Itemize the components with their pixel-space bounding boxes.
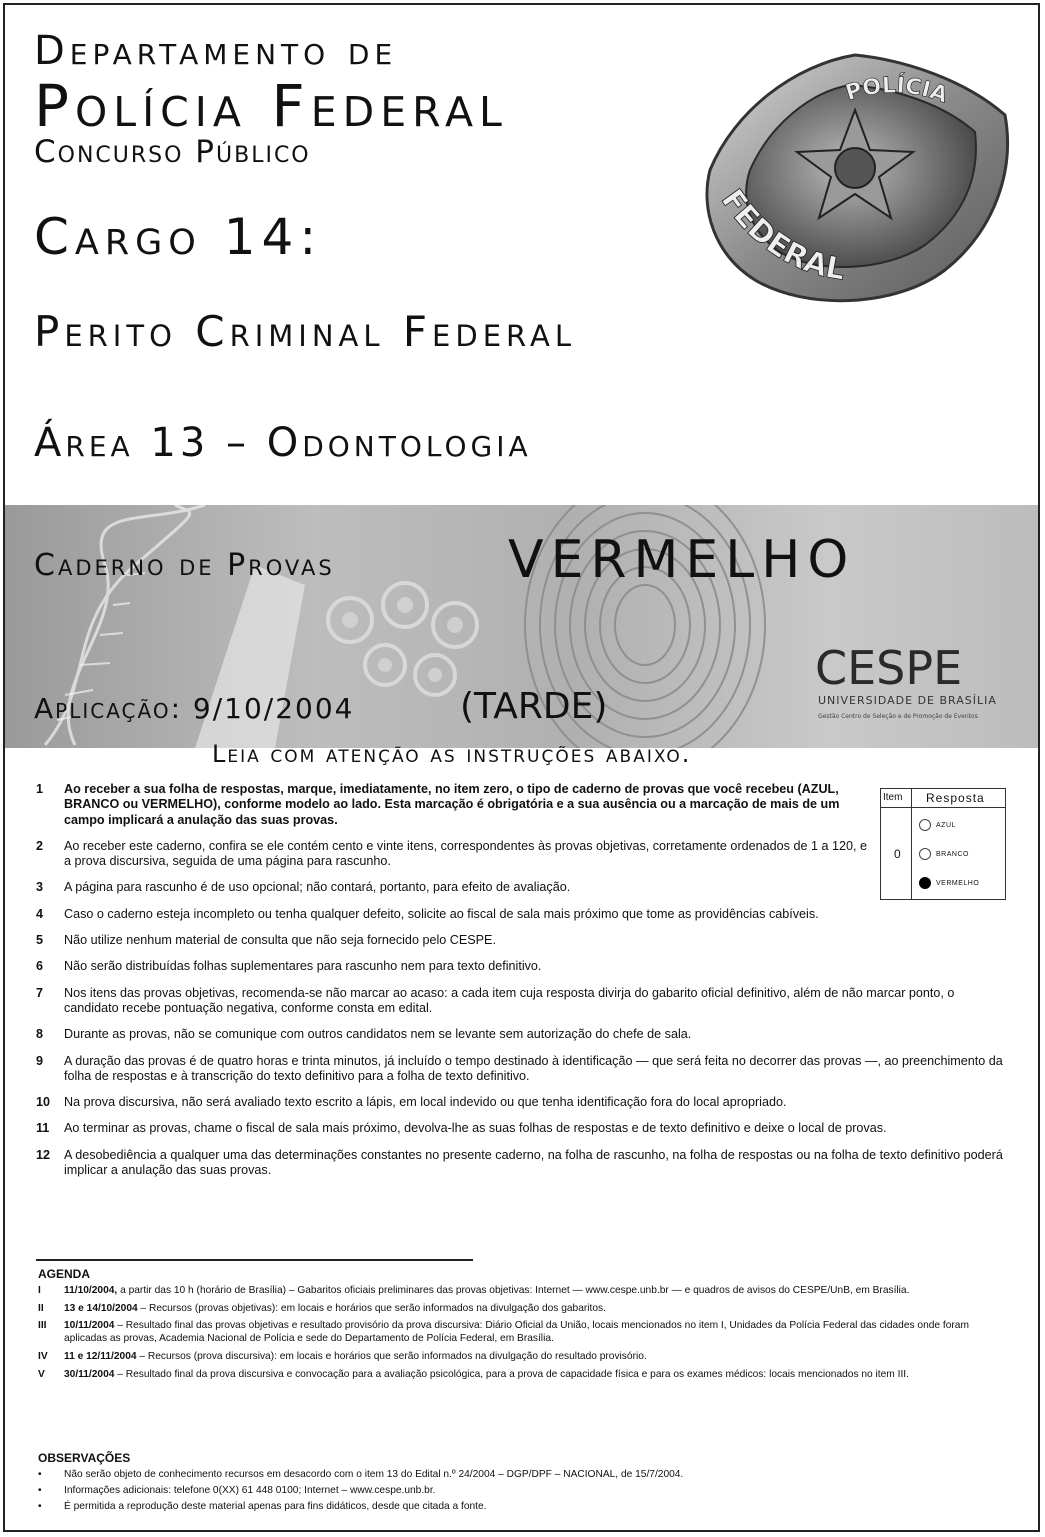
instruction-text: Ao terminar as provas, chame o fiscal de sala mais próximo, devolva-lhe as suas folhas de respostas e de texto definitivo e deixe o local de provas. — [64, 1121, 887, 1136]
observacoes-section — [38, 1452, 1008, 1516]
instruction-text: A página para rascunho é de uso opcional; não contará, portanto, para efeito de avaliação. — [64, 880, 571, 895]
agenda-number: I — [38, 1284, 41, 1296]
agenda-number: III — [38, 1320, 47, 1332]
section-divider — [36, 1259, 473, 1261]
instruction-number: 3 — [36, 880, 44, 895]
instruction-text: Na prova discursiva, não será avaliado texto escrito a lápis, em local indevido ou que tenha identificação fora do local apropriado. — [64, 1095, 787, 1110]
instruction-number: 6 — [36, 959, 44, 974]
instruction-text: Ao receber a sua folha de respostas, marque, imediatamente, no item zero, o tipo de caderno de provas que você recebeu (AZUL, BRANCO ou VERMELHO), conforme modelo ao lado. Esta marcação é obrigatória e a sua ausência ou a marcação de mais de um campo implicará a anulação das suas provas. — [64, 782, 840, 827]
caderno-color: VERMELHO — [508, 530, 856, 590]
instruction-text: Nos itens das provas objetivas, recomenda-se não marcar ao acaso: a cada item cuja resposta divirja do gabarito oficial definitivo, além de não marcar ponto, o candidato recebe pontuação negativa, conforme consta em edital. — [64, 985, 955, 1015]
bullet-icon: • — [38, 1485, 42, 1496]
agenda-date: 10/11/2004 — [64, 1320, 115, 1332]
instruction-item — [36, 1054, 1008, 1085]
observacao-text: É permitida a reprodução deste material apenas para fins didáticos, desde que citada a fonte. — [64, 1501, 487, 1512]
agenda-item — [38, 1285, 1008, 1298]
agenda-date: 11 e 12/11/2004 — [64, 1350, 137, 1362]
agenda-number: IV — [38, 1350, 48, 1362]
instruction-number: 8 — [36, 1027, 44, 1042]
agenda-number: V — [38, 1368, 45, 1380]
instruction-number: 12 — [36, 1147, 51, 1162]
instruction-number: 2 — [36, 838, 44, 853]
instruction-text: A duração das provas é de quatro horas e trinta minutos, já incluído o tempo destinado à identificação — que será feita no decorrer das provas —, ao preenchimento da folha de respostas e à transcrição do texto definitivo para a folha de texto definitivo. — [64, 1053, 1003, 1083]
option-label: AZUL — [936, 821, 956, 829]
observacao-item — [38, 1468, 1008, 1481]
cespe-logo-subtitle: UNIVERSIDADE DE BRASÍLIA — [818, 694, 997, 707]
police-badge-icon — [695, 40, 1025, 320]
aplicacao-turno: (TARDE) — [460, 686, 608, 727]
header-cargo: Cargo 14: — [34, 208, 323, 266]
header-organization: Polícia Federal — [34, 72, 508, 140]
cespe-logo-tagline: Gestão Centro de Seleção e de Promoção de Eventos — [818, 713, 978, 720]
bullet-icon: • — [38, 1469, 42, 1480]
instruction-number: 5 — [36, 933, 44, 948]
instruction-item — [36, 1121, 1008, 1136]
instruction-item — [36, 1095, 1008, 1110]
instruction-text: A desobediência a qualquer uma das determinações constantes no presente caderno, na folha de rascunho, na folha de respostas ou na folha de texto definitivo poderá implicar a anulação das suas provas. — [64, 1147, 1003, 1178]
agenda-item — [38, 1320, 1008, 1346]
agenda-text — [64, 1351, 1008, 1364]
instruction-item — [36, 880, 1008, 895]
option-label: VERMELHO — [936, 879, 980, 887]
instruction-item — [36, 986, 1008, 1017]
agenda-title: AGENDA — [38, 1267, 91, 1281]
instruction-item — [36, 1148, 1008, 1179]
caderno-label: Caderno de Provas — [34, 548, 335, 583]
instruction-text: Ao receber este caderno, confira se ele contém cento e vinte itens, correspondentes às provas objetivas, corretamente ordenados de 1 a 120, e a prova discursiva, seguida de uma página para rascunho. — [64, 838, 867, 869]
agenda-text — [64, 1285, 1008, 1298]
agenda-item — [38, 1351, 1008, 1364]
agenda-description: – Recursos (prova discursiva): em locais e horários que serão informados na divulgação do resultado provisório. — [136, 1350, 647, 1362]
instruction-item — [36, 1027, 1008, 1042]
observacao-item — [38, 1500, 1008, 1513]
column-item: Item — [883, 792, 903, 803]
agenda-text — [64, 1369, 1008, 1382]
instruction-text: Não serão distribuídas folhas suplementares para rascunho nem para texto definitivo. — [64, 959, 542, 974]
instruction-number: 4 — [36, 906, 44, 921]
instruction-item — [36, 907, 1008, 922]
observacao-item — [38, 1484, 1008, 1497]
agenda-date: 11/10/2004, — [64, 1284, 118, 1296]
bullet-icon: • — [38, 1501, 42, 1512]
instruction-item — [36, 933, 1008, 948]
instruction-number: 9 — [36, 1053, 44, 1068]
agenda-text — [64, 1320, 1008, 1346]
instruction-number: 7 — [36, 985, 44, 1000]
instruction-text: Não utilize nenhum material de consulta que não seja fornecido pelo CESPE. — [64, 933, 496, 948]
item-number: 0 — [894, 847, 901, 861]
agenda-date: 30/11/2004 — [64, 1368, 115, 1380]
instruction-item — [36, 959, 1008, 974]
agenda-description: – Recursos (provas objetivas): em locais e horários que serão informados na divulgação dos gabaritos. — [137, 1302, 606, 1314]
agenda-description: a partir das 10 h (horário de Brasília) – Gabaritos oficiais preliminares das provas objetivas: Internet — www.cespe.unb.br — e quadros de avisos do CESPE/UnB, em Brasília. — [117, 1284, 910, 1296]
agenda-date: 13 e 14/10/2004 — [64, 1302, 138, 1314]
agenda-description: – Resultado final da prova discursiva e convocação para a avaliação psicológica, para a prova de capacidade física e para os exames médicos: locais mencionados no item III. — [114, 1368, 909, 1380]
instruction-item — [36, 782, 1008, 828]
option-label: BRANCO — [936, 850, 969, 858]
instruction-number: 11 — [36, 1121, 50, 1136]
instruction-number: 10 — [36, 1095, 51, 1110]
instructions-list — [36, 782, 1008, 1189]
instruction-item — [36, 839, 1008, 870]
agenda-text — [64, 1303, 1008, 1316]
observacoes-title: OBSERVAÇÕES — [38, 1451, 131, 1465]
agenda-item — [38, 1303, 1008, 1316]
cespe-logo-name: CESPE — [815, 641, 963, 695]
header-department: Departamento de — [34, 28, 398, 74]
header-area: Área 13 – Odontologia — [34, 420, 532, 466]
agenda-item — [38, 1369, 1008, 1382]
column-resposta: Resposta — [926, 791, 985, 805]
read-instructions-heading: Leia com atenção as instruções abaixo. — [212, 740, 692, 768]
instruction-text: Caso o caderno esteja incompleto ou tenha qualquer defeito, solicite ao fiscal de sala mais próximo que tome as providências cabíveis. — [64, 906, 819, 921]
header-concurso: Concurso Público — [34, 134, 311, 170]
agenda-description: – Resultado final das provas objetivas e resultado provisório da prova discursiva: Diário Oficial da União, locais mencionados no item I, Unidades da Polícia Federal das cidades onde foram aplicadas as provas, Academia Nacional de Polícia e sede do Departamento de Polícia Federal, em Brasília. — [64, 1320, 969, 1345]
agenda-section — [38, 1268, 1008, 1387]
aplicacao-date: Aplicação: 9/10/2004 — [34, 692, 355, 725]
agenda-number: II — [38, 1302, 44, 1314]
observacao-text: Informações adicionais: telefone 0(XX) 61 448 0100; Internet – www.cespe.unb.br. — [64, 1485, 436, 1496]
instruction-text: Durante as provas, não se comunique com outros candidatos nem se levante sem autorização do chefe de sala. — [64, 1027, 692, 1042]
badge-top-text: POLÍCIA — [842, 73, 951, 109]
cespe-logo — [815, 640, 1005, 725]
observacao-text: Não serão objeto de conhecimento recursos em desacordo com o item 13 do Edital n.º 24/2004 – DGP/DPF – NACIONAL, de 15/7/2004. — [64, 1469, 684, 1480]
instruction-number: 1 — [36, 782, 44, 796]
header-perito: Perito Criminal Federal — [34, 307, 576, 356]
badge-bottom-text: FEDERAL — [713, 183, 848, 288]
